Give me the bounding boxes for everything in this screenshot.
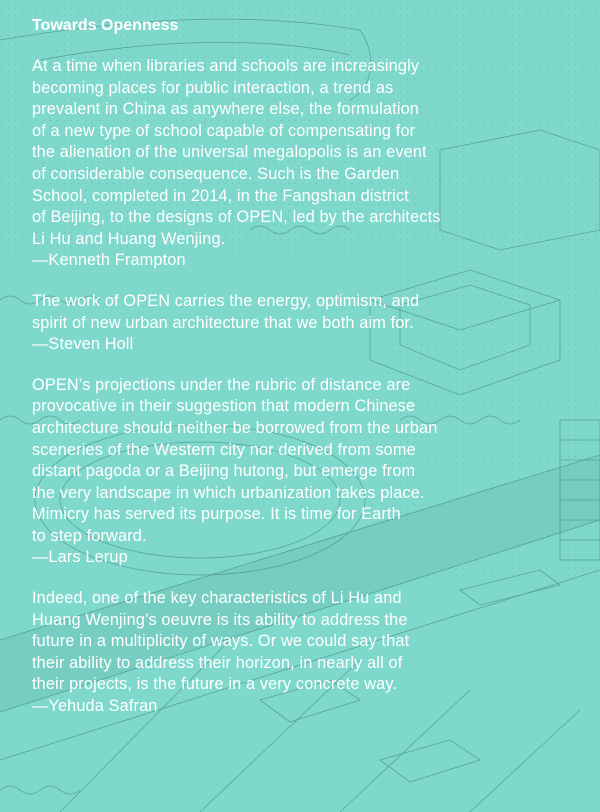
quote-line: prevalent in China as anywhere else, the formulation [32,100,420,119]
quote-frampton [32,56,592,272]
quote-author: —Lars Lerup [32,548,128,567]
quote-line: the very landscape in which urbanization takes place. [32,483,425,502]
quote-line: provocative in their suggestion that modern Chinese [32,397,416,416]
quote-line: distant pagoda or a Beijing hutong, but emerge from [32,462,416,481]
quote-line: Mimicry has served its purpose. It is time for Earth [32,505,401,524]
quote-line: sceneries of the Western city nor derived from some [32,440,416,459]
quote-line: School, completed in 2014, in the Fangshan district [32,186,409,205]
quote-author: —Steven Holl [32,335,134,354]
quote-line: becoming places for public interaction, a trend as [32,78,394,97]
quote-line: the alienation of the universal megalopolis is an event [32,143,427,162]
quote-safran [32,588,592,718]
page-title: Towards Openness [32,17,179,34]
text-block [32,14,592,737]
quote-line: of Beijing, to the designs of OPEN, led by the architects [32,208,441,227]
quote-lerup [32,375,592,569]
quote-line: of considerable consequence. Such is the Garden [32,164,400,183]
quote-line: their projects, is the future in a very concrete way. [32,675,398,694]
quote-line: OPEN’s projections under the rubric of distance are [32,375,411,394]
quote-line: spirit of new urban architecture that we both aim for. [32,313,414,332]
quote-line: to step forward. [32,526,147,545]
quote-line: their ability to address their horizon, in nearly all of [32,653,403,672]
quote-holl [32,291,592,356]
quote-line: of a new type of school capable of compensating for [32,121,416,140]
quote-line: future in a multiplicity of ways. Or we could say that [32,632,410,651]
quote-line: Huang Wenjing’s oeuvre is its ability to address the [32,610,408,629]
quote-line: At a time when libraries and schools are increasingly [32,57,420,75]
quote-line: architecture should neither be borrowed from the urban [32,418,438,437]
quote-line: Li Hu and Huang Wenjing. [32,229,226,248]
quote-author: —Yehuda Safran [32,697,158,716]
quote-author: —Kenneth Frampton [32,251,186,270]
quote-line: Indeed, one of the key characteristics of Li Hu and [32,589,402,608]
quote-line: The work of OPEN carries the energy, optimism, and [32,291,420,310]
